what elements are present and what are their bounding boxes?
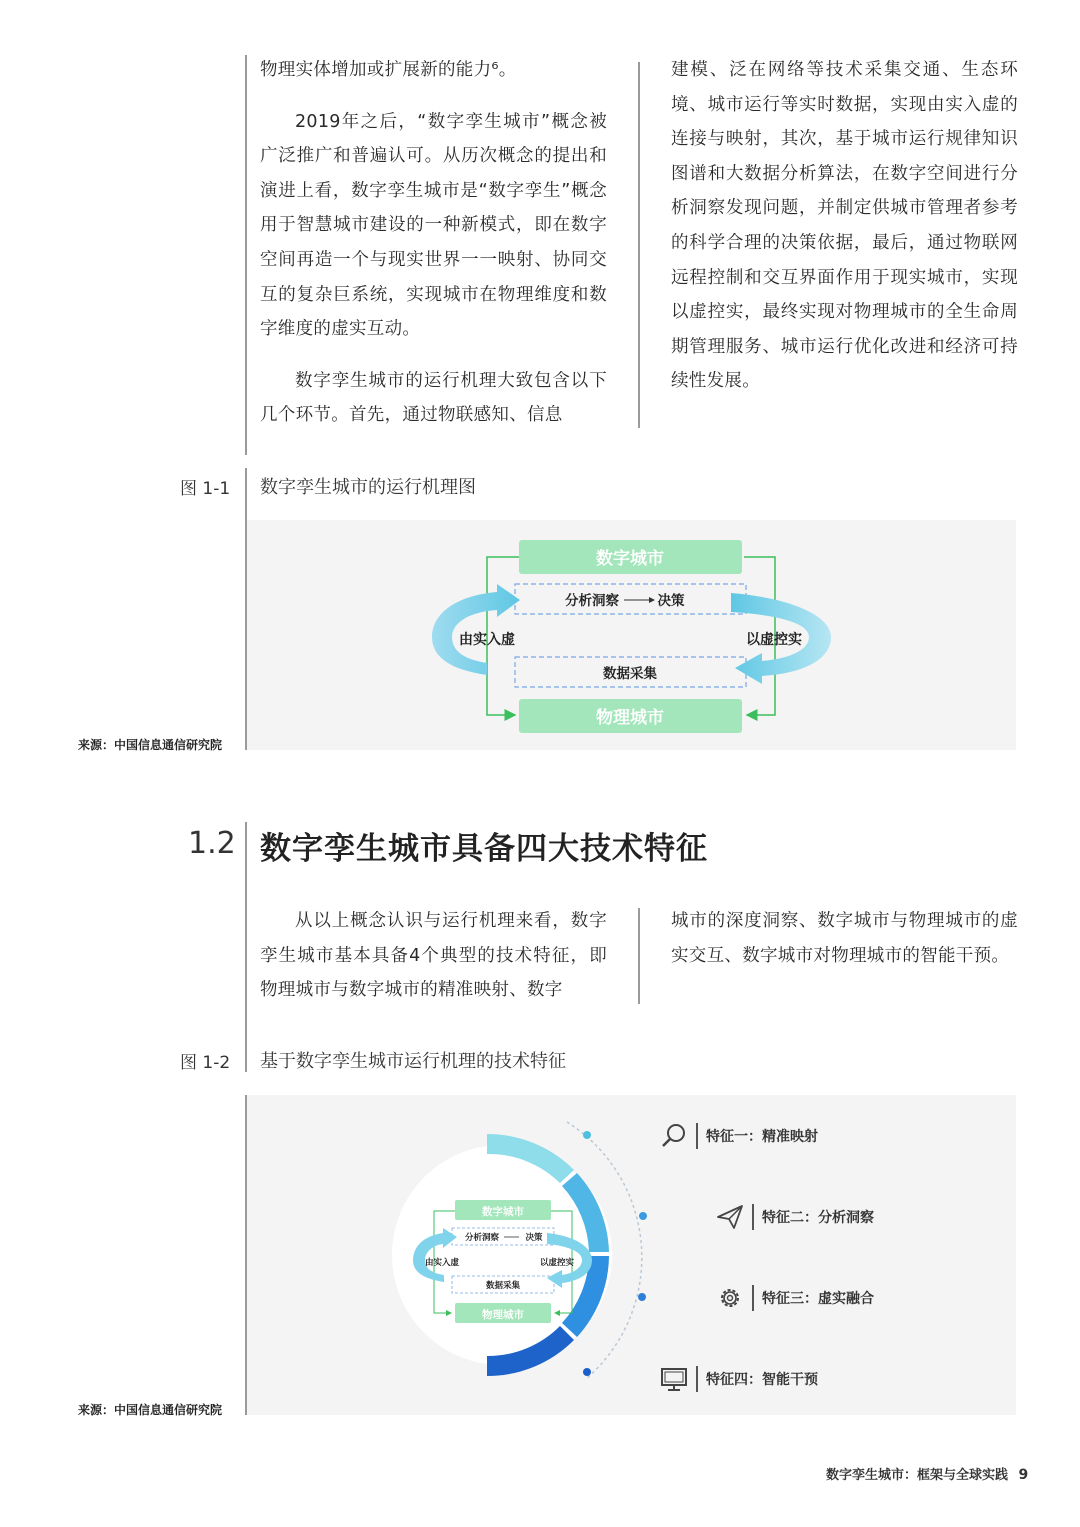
figure-2-label: 图 1-2 bbox=[180, 1053, 231, 1073]
column-divider-top bbox=[638, 62, 640, 428]
feature-1-separator bbox=[696, 1123, 698, 1149]
intro-left-paragraph-1: 物理实体增加或扩展新的能力⁶。 bbox=[260, 60, 517, 80]
intro-left-paragraph-3: 数字孪生城市的运行机理大致包含以下几个环节。首先，通过物联感知、信息 bbox=[260, 370, 607, 426]
feature-4-text: 特征四：智能干预 bbox=[706, 1372, 818, 1388]
arc-dot-2 bbox=[639, 1212, 647, 1220]
section-title: 数字孪生城市具备四大技术特征 bbox=[260, 831, 708, 867]
figure-1-label: 图 1-1 bbox=[180, 479, 231, 499]
feature-3-separator bbox=[752, 1285, 754, 1311]
analysis-dashed-box bbox=[515, 584, 746, 614]
mini-right-arrow-label: 以虚控实 bbox=[539, 1258, 575, 1268]
figure-2-title: 基于数字孪生城市运行机理的技术特征 bbox=[260, 1051, 566, 1072]
section-left-column bbox=[260, 904, 607, 1008]
figure-2-source: 来源：中国信息通信研究院 bbox=[78, 1403, 223, 1417]
mini-analysis-label: 分析洞察 bbox=[464, 1233, 500, 1243]
feature-2-separator bbox=[752, 1204, 754, 1230]
left-arrow-label: 由实入虚 bbox=[459, 632, 515, 648]
decision-label: 决策 bbox=[657, 593, 685, 609]
feature-2-text: 特征二：分析洞察 bbox=[762, 1210, 874, 1226]
monitor-icon bbox=[660, 1365, 688, 1393]
paper-plane-icon bbox=[716, 1203, 744, 1231]
intro-left-column bbox=[260, 53, 607, 433]
section-right-column bbox=[671, 904, 1018, 973]
margin-rule-top bbox=[245, 55, 247, 455]
intro-left-paragraph-2: 2019年之后，“数字孪生城市”概念被广泛推广和普遍认可。从历次概念的提出和演进上看，数字孪生城市是“数字孪生”概念用于智慧城市建设的一种新模式，即在数字空间再造一个与现实世界一一映射、协同交互的复杂巨系统，实现城市在物理维度和数字维度的虚实互动。 bbox=[260, 111, 607, 340]
physical-city-label: 物理城市 bbox=[596, 708, 664, 728]
section-right-paragraph: 城市的深度洞察、数字城市与物理城市的虚实交互、数字城市对物理城市的智能干预。 bbox=[671, 911, 1018, 966]
gear-icon bbox=[716, 1284, 744, 1312]
section-number: 1.2 bbox=[188, 826, 236, 861]
feature-3-text: 特征三：虚实融合 bbox=[762, 1291, 874, 1307]
feature-4 bbox=[660, 1365, 818, 1393]
figure-1-title: 数字孪生城市的运行机理图 bbox=[260, 477, 476, 498]
feature-2 bbox=[716, 1203, 874, 1231]
analysis-label: 分析洞察 bbox=[565, 593, 619, 609]
feature-1 bbox=[660, 1122, 818, 1150]
arc-dot-1 bbox=[583, 1131, 591, 1139]
intro-right-column bbox=[671, 53, 1018, 399]
feature-3 bbox=[716, 1284, 874, 1312]
page-number: 9 bbox=[1018, 1467, 1029, 1483]
section-left-paragraph: 从以上概念认识与运行机理来看，数字孪生城市基本具备4个典型的技术特征，即物理城市与数字城市的精准映射、数字 bbox=[260, 911, 607, 1001]
right-arrow-label: 以虚控实 bbox=[746, 632, 802, 648]
mini-decision-label: 决策 bbox=[525, 1233, 543, 1243]
digital-city-label: 数字城市 bbox=[596, 549, 664, 569]
footer-title: 数字孪生城市：框架与全球实践 bbox=[826, 1468, 1009, 1483]
arc-dot-3 bbox=[638, 1293, 646, 1301]
arc-dot-4 bbox=[583, 1368, 591, 1376]
page-footer bbox=[826, 1464, 1028, 1483]
margin-rule-section bbox=[245, 822, 247, 1072]
mini-collect-label: 数据采集 bbox=[485, 1281, 521, 1291]
figure-1-diagram bbox=[247, 520, 1016, 750]
collect-label: 数据采集 bbox=[603, 666, 657, 682]
figure-1-source: 来源：中国信息通信研究院 bbox=[78, 738, 223, 752]
mini-physical-city-label: 物理城市 bbox=[482, 1309, 524, 1321]
mini-left-arrow-label: 由实入虚 bbox=[424, 1258, 460, 1268]
left-cycle-arrow bbox=[432, 584, 520, 675]
feature-4-separator bbox=[696, 1366, 698, 1392]
intro-right-paragraph-1: 建模、泛在网络等技术采集交通、生态环境、城市运行等实时数据，实现由实入虚的连接与映射，其次，基于城市运行规律知识图谱和大数据分析算法，在数字空间进行分析洞察发现问题，并制定供城市管理者参考的科学合理的决策依据，最后，通过物联网远程控制和交互界面作用于现实城市，实现以虚控实，最终实现对物理城市的全生命周期管理服务、城市运行优化改进和经济可持续性发展。 bbox=[671, 60, 1018, 392]
feature-1-text: 特征一：精准映射 bbox=[706, 1129, 818, 1145]
magnifier-icon bbox=[660, 1122, 688, 1150]
column-divider-bottom bbox=[638, 908, 640, 1004]
figure-2-diagram bbox=[247, 1095, 1016, 1415]
mini-digital-city-label: 数字城市 bbox=[482, 1206, 524, 1218]
